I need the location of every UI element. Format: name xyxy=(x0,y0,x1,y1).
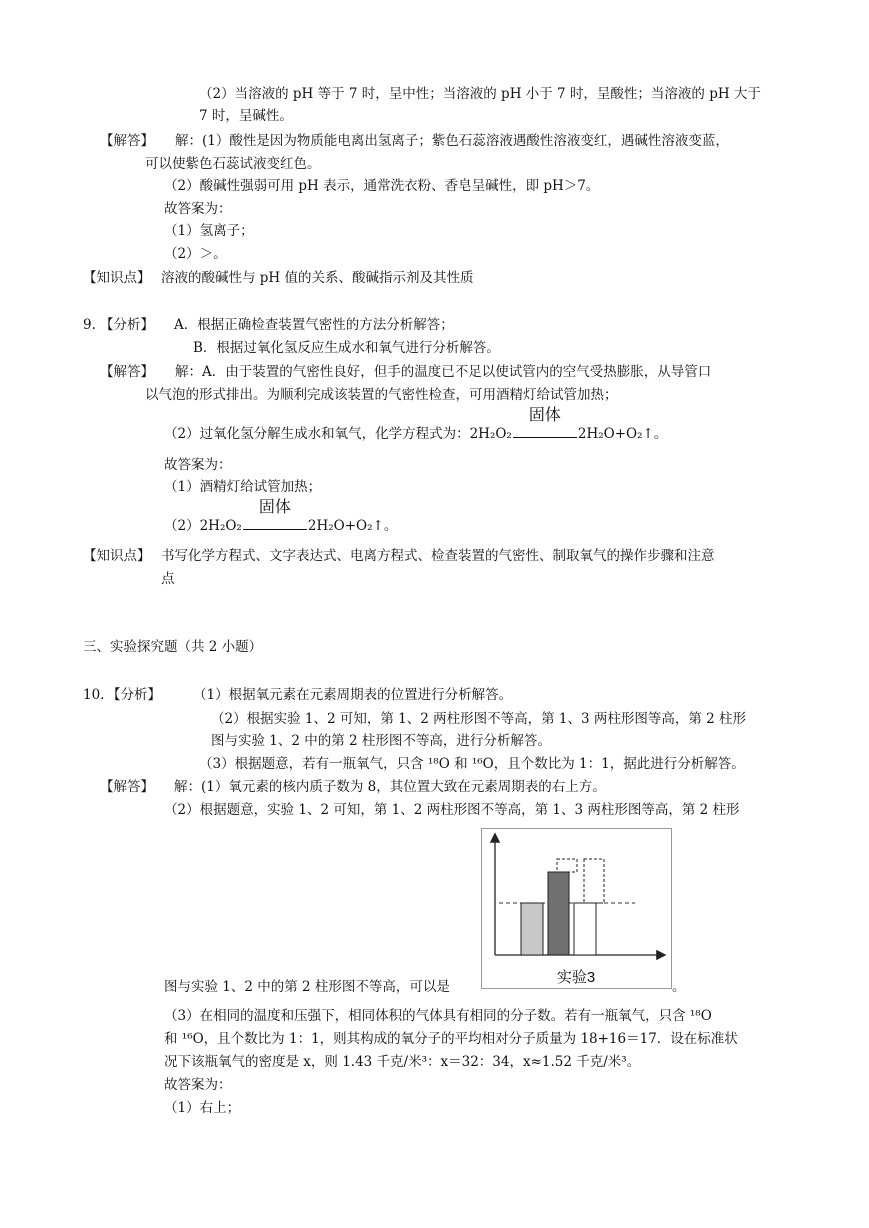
q9-knowledge-b: 点 xyxy=(161,571,175,587)
q9-eq-period: 。 xyxy=(653,426,668,442)
q10-answer-3b: 和 ¹⁶O，且个数比为 1：1，则其构成的氧分子的平均相对分子质量为 18+16＝17．设在标准状 xyxy=(164,1031,738,1047)
q8-answer-1b: 可以使紫色石蕊试液变红色。 xyxy=(145,156,321,172)
q9-final-eq-left: 2H₂O₂ xyxy=(199,518,242,534)
q9-analysis-a: A．根据正确检查装置气密性的方法分析解答； xyxy=(174,317,454,333)
q8-final-2: （2）＞。 xyxy=(164,246,227,262)
q9-conclusion: 故答案为： xyxy=(164,457,232,473)
q9-answer-tag: 【解答】 xyxy=(100,364,154,380)
q9-knowledge-tag: 【知识点】 xyxy=(83,548,151,564)
q9-knowledge: 书写化学方程式、文字表达式、电离方程式、检查装置的气密性、制取氧气的操作步骤和注意 xyxy=(161,548,715,564)
section-title: 三、实验探究题（共 2 小题） xyxy=(83,639,263,655)
q8-conclusion: 故答案为： xyxy=(164,201,232,217)
q9-answer-2-prefix: （2）过氧化氢分解生成水和氧气，化学方程式为： xyxy=(164,426,470,442)
q10-final-1: （1）右上； xyxy=(164,1100,241,1116)
q10-analysis-tag: 【分析】 xyxy=(107,687,161,703)
q8-final-1: （1）氢离子； xyxy=(164,223,254,239)
q8-answer-tag: 【解答】 xyxy=(100,133,154,149)
dashed-outline-2 xyxy=(584,859,604,903)
q9-final-eq-period: 。 xyxy=(383,518,398,534)
q9-answer-a: 解：A．由于装置的气密性良好，但手的温度已不足以使试管内的空气受热膨胀，从导管口 xyxy=(175,364,712,380)
q10-answer-2: （2）根据题意，实验 1、2 可知，第 1、2 两柱形图不等高，第 1、3 两柱形图等高，第 2 柱形 xyxy=(164,802,740,818)
q10-number: 10. xyxy=(83,687,105,703)
q10-analysis-1: （1）根据氧元素在元素周期表的位置进行分析解答。 xyxy=(193,687,513,703)
q9-eq-condition: 固体 xyxy=(528,405,561,424)
experiment-3-chart xyxy=(481,828,672,989)
q10-answer-3c: 况下该瓶氧气的密度是 x，则 1.43 千克/米³：x＝32：34，x≈1.52 千克/米³。 xyxy=(164,1054,641,1070)
q9-eq-left: 2H₂O₂ xyxy=(469,426,512,442)
q9-number: 9. xyxy=(83,317,96,333)
chart-svg xyxy=(482,829,671,988)
q10-analysis-3: （3）根据题意，若有一瓶氧气，只含 ¹⁸O 和 ¹⁶O，且个数比为 1：1，据此进行分析解答。 xyxy=(199,756,745,772)
q9-eq-arrow xyxy=(512,405,578,445)
q9-final-eq-right: 2H₂O+O₂↑ xyxy=(307,518,384,534)
q10-answer-tag: 【解答】 xyxy=(100,779,154,795)
q10-answer-1: 解：(1）氧元素的核内质子数为 8，其位置大致在元素周期表的右上方。 xyxy=(174,779,606,795)
q9-final-1: （1）酒精灯给试管加热； xyxy=(164,479,322,495)
q9-analysis-b: B．根据过氧化氢反应生成水和氧气进行分析解答。 xyxy=(193,340,500,356)
q8-analysis-2: （2）当溶液的 pH 等于 7 时，呈中性；当溶液的 pH 小于 7 时，呈酸性；当溶液的 pH 大于 xyxy=(199,86,761,102)
bar-2 xyxy=(548,872,569,955)
q8-knowledge: 溶液的酸碱性与 pH 值的关系、酸碱指示剂及其性质 xyxy=(161,270,474,286)
chart-title: 实验3 xyxy=(556,969,596,986)
q9-analysis-tag: 【分析】 xyxy=(100,317,154,333)
q10-answer-2-end: 。 xyxy=(672,979,686,995)
bar-1 xyxy=(521,903,543,955)
q9-final-2-prefix: （2） xyxy=(164,518,200,534)
q8-answer-2: （2）酸碱性强弱可用 pH 表示，通常洗衣粉、香皂呈碱性，即 pH＞7。 xyxy=(164,178,600,194)
q10-analysis-2: （2）根据实验 1、2 可知，第 1、2 两柱形图不等高，第 1、3 两柱形图等高，第 2 柱形 xyxy=(211,711,747,727)
bar-3 xyxy=(574,903,596,955)
dashed-outline-1 xyxy=(557,859,577,872)
q10-conclusion: 故答案为： xyxy=(164,1077,232,1093)
q8-analysis-2b: 7 时，呈碱性。 xyxy=(199,108,293,124)
q9-final-eq-arrow xyxy=(242,497,308,537)
q8-answer-1: 解：(1）酸性是因为物质能电离出氢离子；紫色石蕊溶液遇酸性溶液变红，遇碱性溶液变蓝， xyxy=(175,133,729,149)
q8-knowledge-tag: 【知识点】 xyxy=(83,270,151,286)
q10-answer-2b: 图与实验 1、2 中的第 2 柱形图不等高，可以是 xyxy=(164,979,450,995)
q10-answer-3: （3）在相同的温度和压强下，相同体积的气体具有相同的分子数。若有一瓶氧气，只含 ¹⁸O xyxy=(164,1008,712,1024)
q9-answer-a2: 以气泡的形式排出。为顺利完成该装置的气密性检查，可用酒精灯给试管加热； xyxy=(145,387,618,403)
q9-equation-line xyxy=(164,405,668,445)
q9-final-2-line xyxy=(164,497,398,537)
q9-eq-right: 2H₂O+O₂↑ xyxy=(577,426,654,442)
q9-final-eq-condition: 固体 xyxy=(258,497,291,516)
q10-analysis-2b: 图与实验 1、2 中的第 2 柱形图不等高，进行分析解答。 xyxy=(211,733,551,749)
